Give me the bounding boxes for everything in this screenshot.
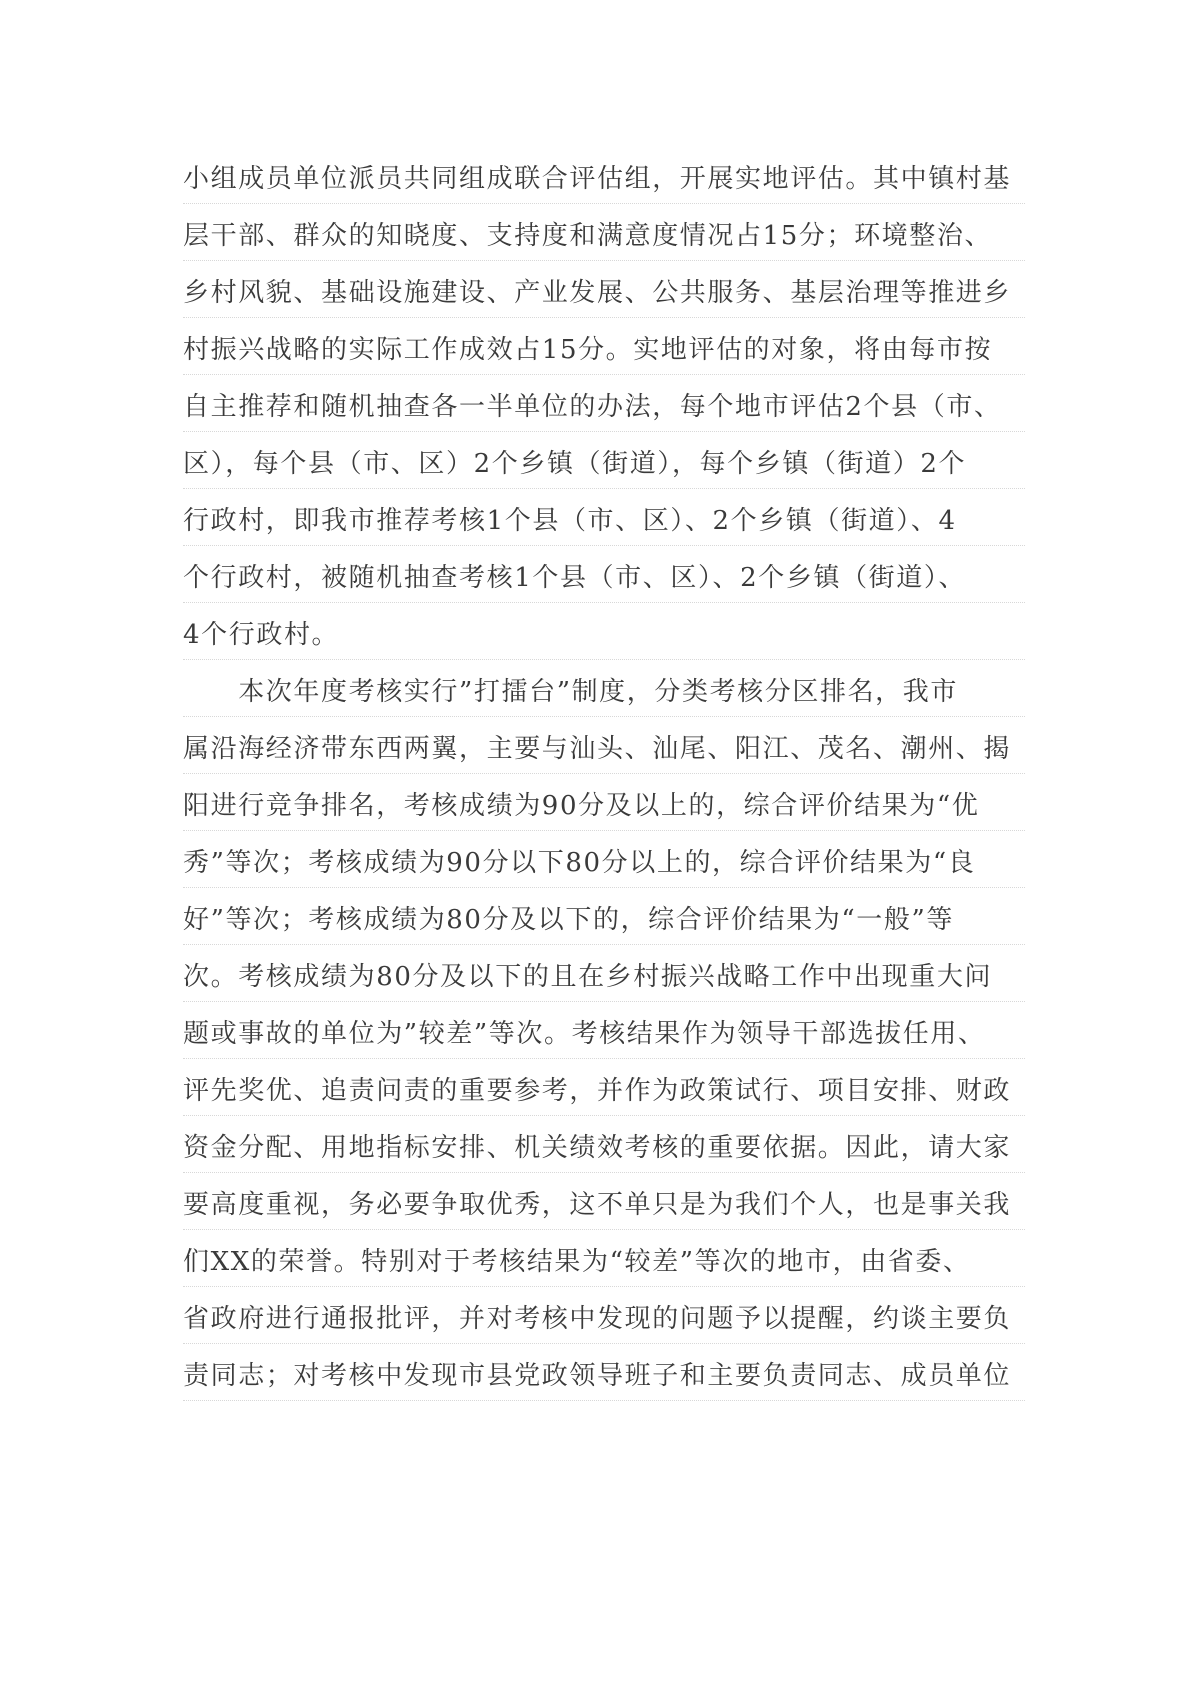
text-line: 区），每个县（市、区）2个乡镇（街道），每个乡镇（街道）2个 xyxy=(183,436,1025,493)
body-text xyxy=(183,151,1025,1405)
text-line: 资金分配、用地指标安排、机关绩效考核的重要依据。因此，请大家 xyxy=(183,1120,1025,1177)
text-line: 次。考核成绩为80分及以下的且在乡村振兴战略工作中出现重大问 xyxy=(183,949,1025,1006)
text-line: 4个行政村。 xyxy=(183,607,1025,664)
text-line: 评先奖优、追责问责的重要参考，并作为政策试行、项目安排、财政 xyxy=(183,1063,1025,1120)
paragraph-first-line: 本次年度考核实行”打擂台”制度，分类考核分区排名，我市 xyxy=(183,664,1025,721)
text-line: 小组成员单位派员共同组成联合评估组，开展实地评估。其中镇村基 xyxy=(183,151,1025,208)
text-line: 属沿海经济带东西两翼，主要与汕头、汕尾、阳江、茂名、潮州、揭 xyxy=(183,721,1025,778)
text-line: 阳进行竞争排名，考核成绩为90分及以上的，综合评价结果为“优 xyxy=(183,778,1025,835)
text-line: 个行政村，被随机抽查考核1个县（市、区）、2个乡镇（街道）、 xyxy=(183,550,1025,607)
text-line: 责同志；对考核中发现市县党政领导班子和主要负责同志、成员单位 xyxy=(183,1348,1025,1405)
text-line: 乡村风貌、基础设施建设、产业发展、公共服务、基层治理等推进乡 xyxy=(183,265,1025,322)
text-line: 省政府进行通报批评，并对考核中发现的问题予以提醒，约谈主要负 xyxy=(183,1291,1025,1348)
text-line: 层干部、群众的知晓度、支持度和满意度情况占15分；环境整治、 xyxy=(183,208,1025,265)
text-line: 村振兴战略的实际工作成效占15分。实地评估的对象，将由每市按 xyxy=(183,322,1025,379)
text-line: 好”等次；考核成绩为80分及以下的，综合评价结果为“一般”等 xyxy=(183,892,1025,949)
text-line: 要高度重视，务必要争取优秀，这不单只是为我们个人，也是事关我 xyxy=(183,1177,1025,1234)
text-line: 们XX的荣誉。特别对于考核结果为“较差”等次的地市，由省委、 xyxy=(183,1234,1025,1291)
text-line: 题或事故的单位为”较差”等次。考核结果作为领导干部选拔任用、 xyxy=(183,1006,1025,1063)
text-line: 自主推荐和随机抽查各一半单位的办法，每个地市评估2个县（市、 xyxy=(183,379,1025,436)
text-line: 秀”等次；考核成绩为90分以下80分以上的，综合评价结果为“良 xyxy=(183,835,1025,892)
text-line: 行政村，即我市推荐考核1个县（市、区）、2个乡镇（街道）、4 xyxy=(183,493,1025,550)
